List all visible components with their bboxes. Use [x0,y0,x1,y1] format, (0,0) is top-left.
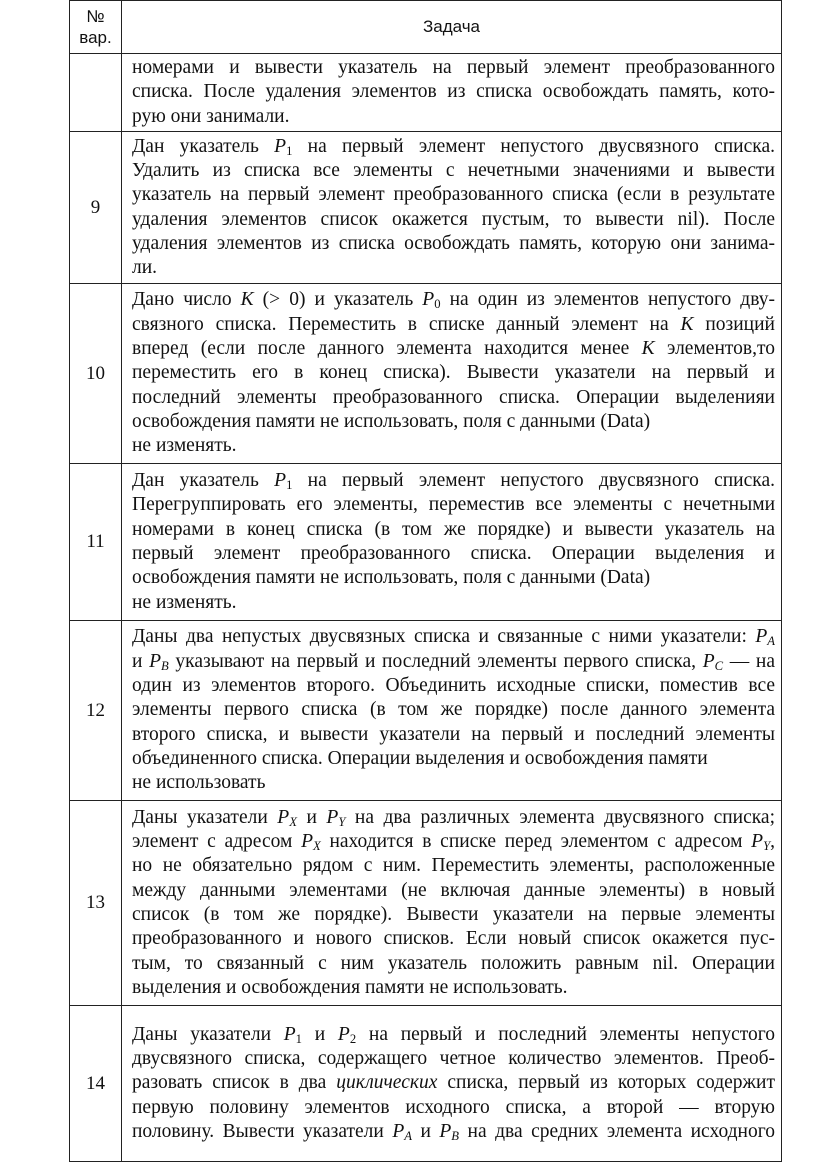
table-row [70,464,782,621]
variant-column-header [70,1,122,54]
variant-number: 9 [70,132,122,284]
table-row [70,801,782,1006]
task-column-header: Задача [122,1,782,54]
task-text: Дан указатель $P_1$ на первый элемент непустого двусвязного списка. Удалить из списка все элементы с нечетными значениями и вывести указатель на первый элемент преобразованного списка (если в результате удаления элементов список окажется пустым, то вывести nil). После удаления элементов из списка освобождать память, которую они занима- ли. [122,132,782,284]
variant-number: 11 [70,464,122,621]
variant-number [70,54,122,132]
variant-number: 12 [70,621,122,801]
table-header-row [70,1,782,54]
task-text: Даны два непустых двусвязных списка и связанные с ними указатели: $P_A$ и $P_B$ указывают на первый и последний элементы первого списка, $P_C$ — на один из элементов второго. Объединить исходные списки, поместив все элементы первого списка (в том же порядке) после данного элемента второго списка, и вывести указатели на первый и последний элементы объединенного списка. Операции выделения и освобождения памяти не использовать [122,621,782,801]
variant-number: 13 [70,801,122,1006]
task-text: Даны указатели $P_1$ и $P_2$ на первый и последний элементы непустого двусвязного списка, содержащего четное количество элементов. Преоб- разовать список в два циклических списка, первый из которых содержит первую половину элементов исходного списка, а второй — вторую половину. Вывести указатели $P_A$ и $P_B$ на два средних элемента исходного [122,1006,782,1162]
tasks-table [69,0,782,1162]
task-text: Дан указатель $P_1$ на первый элемент непустого двусвязного списка. Перегруппировать его элементы, переместив все элементы с нечетными номерами в конец списка (в том же порядке) и вывести указатель на первый элемент преобразованного списка. Операции выделения и освобождения памяти не использовать, поля с данными (Data) не изменять. [122,464,782,621]
variant-header-symbol: № [86,7,105,26]
variant-header-label: вар. [79,28,112,47]
task-text: номерами и вывести указатель на первый элемент преобразованного списка. После удаления элементов из списка освобождать память, кото- рую они занимали. [122,54,782,132]
table-row [70,1006,782,1162]
table-row [70,54,782,132]
table-row [70,621,782,801]
task-text: Дано число K (> 0) и указатель $P_0$ на один из элементов непустого дву- связного списка. Переместить в списке данный элемент на K позиций вперед (если после данного элемента находится менее K элементов,то переместить его в конец списка). Вывести указатели на первый и последний элементы преобразованного списка. Операции выделенияи освобождения памяти не использовать, поля с данными (Data) не изменять. [122,284,782,464]
table-row [70,284,782,464]
task-text: Даны указатели $P_X$ и $P_Y$ на два различных элемента двусвязного списка; элемент с адресом $P_X$ находится в списке перед элементом с адресом $P_Y$, но не обязательно рядом с ним. Переместить элементы, расположенные между данными элементами (не включая данные элементы) в новый список (в том же порядке). Вывести указатели на первые элементы преобразованного и нового списков. Если новый список окажется пус- тым, то связанный с ним указатель положить равным nil. Операции выделения и освобождения памяти не использовать. [122,801,782,1006]
table-row [70,132,782,284]
variant-number: 14 [70,1006,122,1162]
variant-number: 10 [70,284,122,464]
